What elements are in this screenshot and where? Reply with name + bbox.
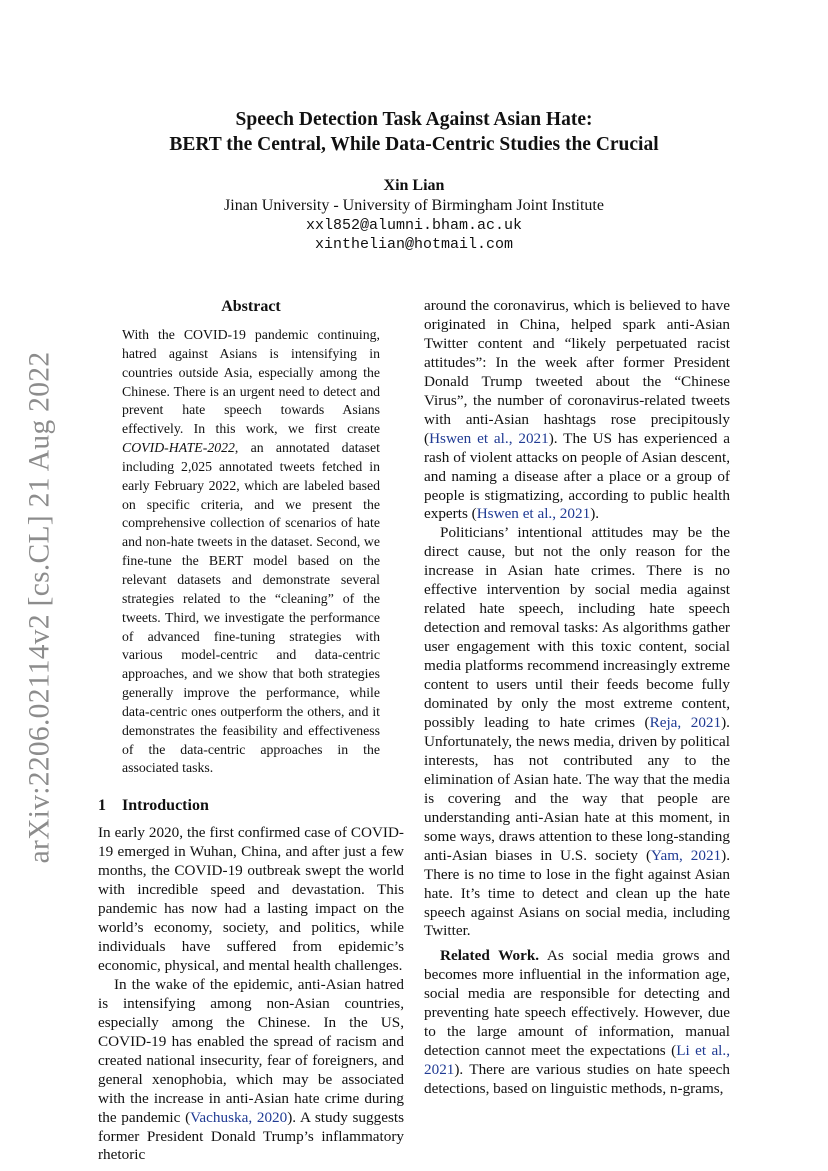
title-line-2: BERT the Central, While Data-Centric Studies the Crucial [169, 134, 659, 155]
abstract-text-a: With the COVID-19 pandemic continuing, hatred against Asians is intensifying in countries outside Asia, especially among the Chinese. There is an urgent need to detect and prevent hate speech towards Asians effectively. In this work, we first create [122, 327, 380, 437]
author-email-1[interactable]: xxl852@alumni.bham.ac.uk [305, 217, 523, 234]
right-column [424, 297, 730, 1099]
section-heading-introduction [98, 796, 404, 816]
citation-link[interactable]: Li et al., 2021 [424, 1042, 730, 1079]
p3-text-b: ). Unfortunately, the news media, driven by political interests, has not contributed any to the elimination of Asian hate. The way that the media is covering and the way that people are understanding anti-Asian hate at this moment, in some ways, draws attention to these long-standing anti-Asian biases in U.S. society ( [424, 713, 730, 864]
author-email-2[interactable]: xinthelian@hotmail.com [314, 236, 514, 253]
p3-text-c: ). There is no time to lose in the fight against Asian hate. It’s time to detect and clean up the hate speech against Asians on social media, including Twitter. [424, 846, 730, 940]
arxiv-identifier-text: arXiv:2206.02114v2 [cs.CL] 21 Aug 2022 [23, 351, 56, 863]
intro-paragraph-1: In early 2020, the first confirmed case of COVID-19 emerged in Wuhan, China, and after just a few months, the COVID-19 outbreak swept the world with incredible speed and devastation. This pandemic has now had a lasting impact on the world’s economy, society, and politics, while individuals have suffered from epidemic’s economic, physical, and mental health challenges. [98, 824, 404, 974]
section-number: 1 [98, 797, 106, 815]
section-title: Introduction [122, 797, 209, 815]
abstract-body [122, 326, 380, 778]
intro-paragraph-2 [98, 976, 404, 1166]
p2-text-a: In the wake of the epidemic, anti-Asian hatred is intensifying among non-Asian countries, especially among the Chinese. In the US, COVID-19 has enabled the spread of racism and created national insecurity, fear of foreigners, and general xenophobia, which may be associated with the increase in anti-Asian hate crime during the pandemic ( [98, 975, 404, 1126]
related-work-heading: Related Work. [440, 947, 540, 965]
author-name: Xin Lian [383, 177, 445, 194]
citation-link[interactable]: Yam, 2021 [651, 846, 722, 864]
p2-text-b-continued: around the coronavirus, which is believed to have originated in China, helped spark anti-Asian Twitter content and “likely perpetuated racist attitudes”: In the week after former President Donald Trump tweeted about the “Chinese Virus”, the number of coronavirus-related tweets with anti-Asian hashtags rose precipitously ( [424, 297, 730, 447]
intro-paragraph-2-continued [424, 297, 730, 524]
author-affiliation: Jinan University - University of Birmingham Joint Institute [224, 197, 604, 214]
paper-title [98, 107, 730, 157]
p4-text-a: As social media grows and becomes more influential in the information age, social media are responsible for detecting and preventing hate speech effectively. However, due to the large amount of information, manual detection cannot meet the expectations ( [424, 947, 730, 1060]
related-work-paragraph [424, 947, 730, 1099]
p3-text-a: Politicians’ intentional attitudes may be the direct cause, but not the only reason for the increase in Asian hate crimes. There is no effective intervention by social media against related hate speech, including hate speech detection and removal tasks: As algorithms gather user engagement with this toxic content, social media platforms recommend increasingly extreme content to users until their feeds become fully dominated by only the most extreme content, possibly leading to hate crimes ( [424, 524, 730, 731]
author-block [98, 176, 730, 254]
citation-link[interactable]: Hswen et al., 2021 [429, 429, 549, 447]
intro-paragraph-3 [424, 524, 730, 941]
p2-text-d: ). [590, 505, 600, 523]
abstract-text-b: , an annotated dataset including 2,025 annotated tweets fetched in early February 2022, which are labeled based on specific criteria, and we present the comprehensive collection of scenarios of hate and non-hate tweets in the dataset. Second, we fine-tune the BERT model based on the relevant datasets and demonstrate several strategies related to the “cleaning” of the tweets. Third, we investigate the performance of advanced fine-tuning strategies with various model-centric and data-centric approaches, and we show that both strategies generally improve the performance, while data-centric ones outperform the others, and it demonstrates the feasibility and effectiveness of the data-centric approaches in the associated tasks. [122, 440, 380, 776]
p2-text-c: ). The US has experienced a rash of violent attacks on people of Asian descent, and naming a disease after a place or a group of people is stigmatizing, according to public health experts ( [424, 429, 730, 523]
left-column [98, 297, 404, 1165]
title-line-1: Speech Detection Task Against Asian Hate: [235, 109, 593, 130]
p2-text-b: ). A study suggests former President Donald Trump’s inflammatory rhetoric [98, 1108, 404, 1164]
arxiv-identifier [20, 351, 60, 863]
citation-link[interactable]: Hswen et al., 2021 [476, 505, 591, 523]
citation-link[interactable]: Reja, 2021 [649, 713, 722, 731]
abstract-heading: Abstract [221, 298, 281, 315]
dataset-name: COVID-HATE-2022 [122, 440, 235, 456]
citation-link[interactable]: Vachuska, 2020 [190, 1108, 288, 1126]
p4-text-b: ). There are various studies on hate speech detections, based on linguistic methods, n-grams, [424, 1061, 730, 1098]
